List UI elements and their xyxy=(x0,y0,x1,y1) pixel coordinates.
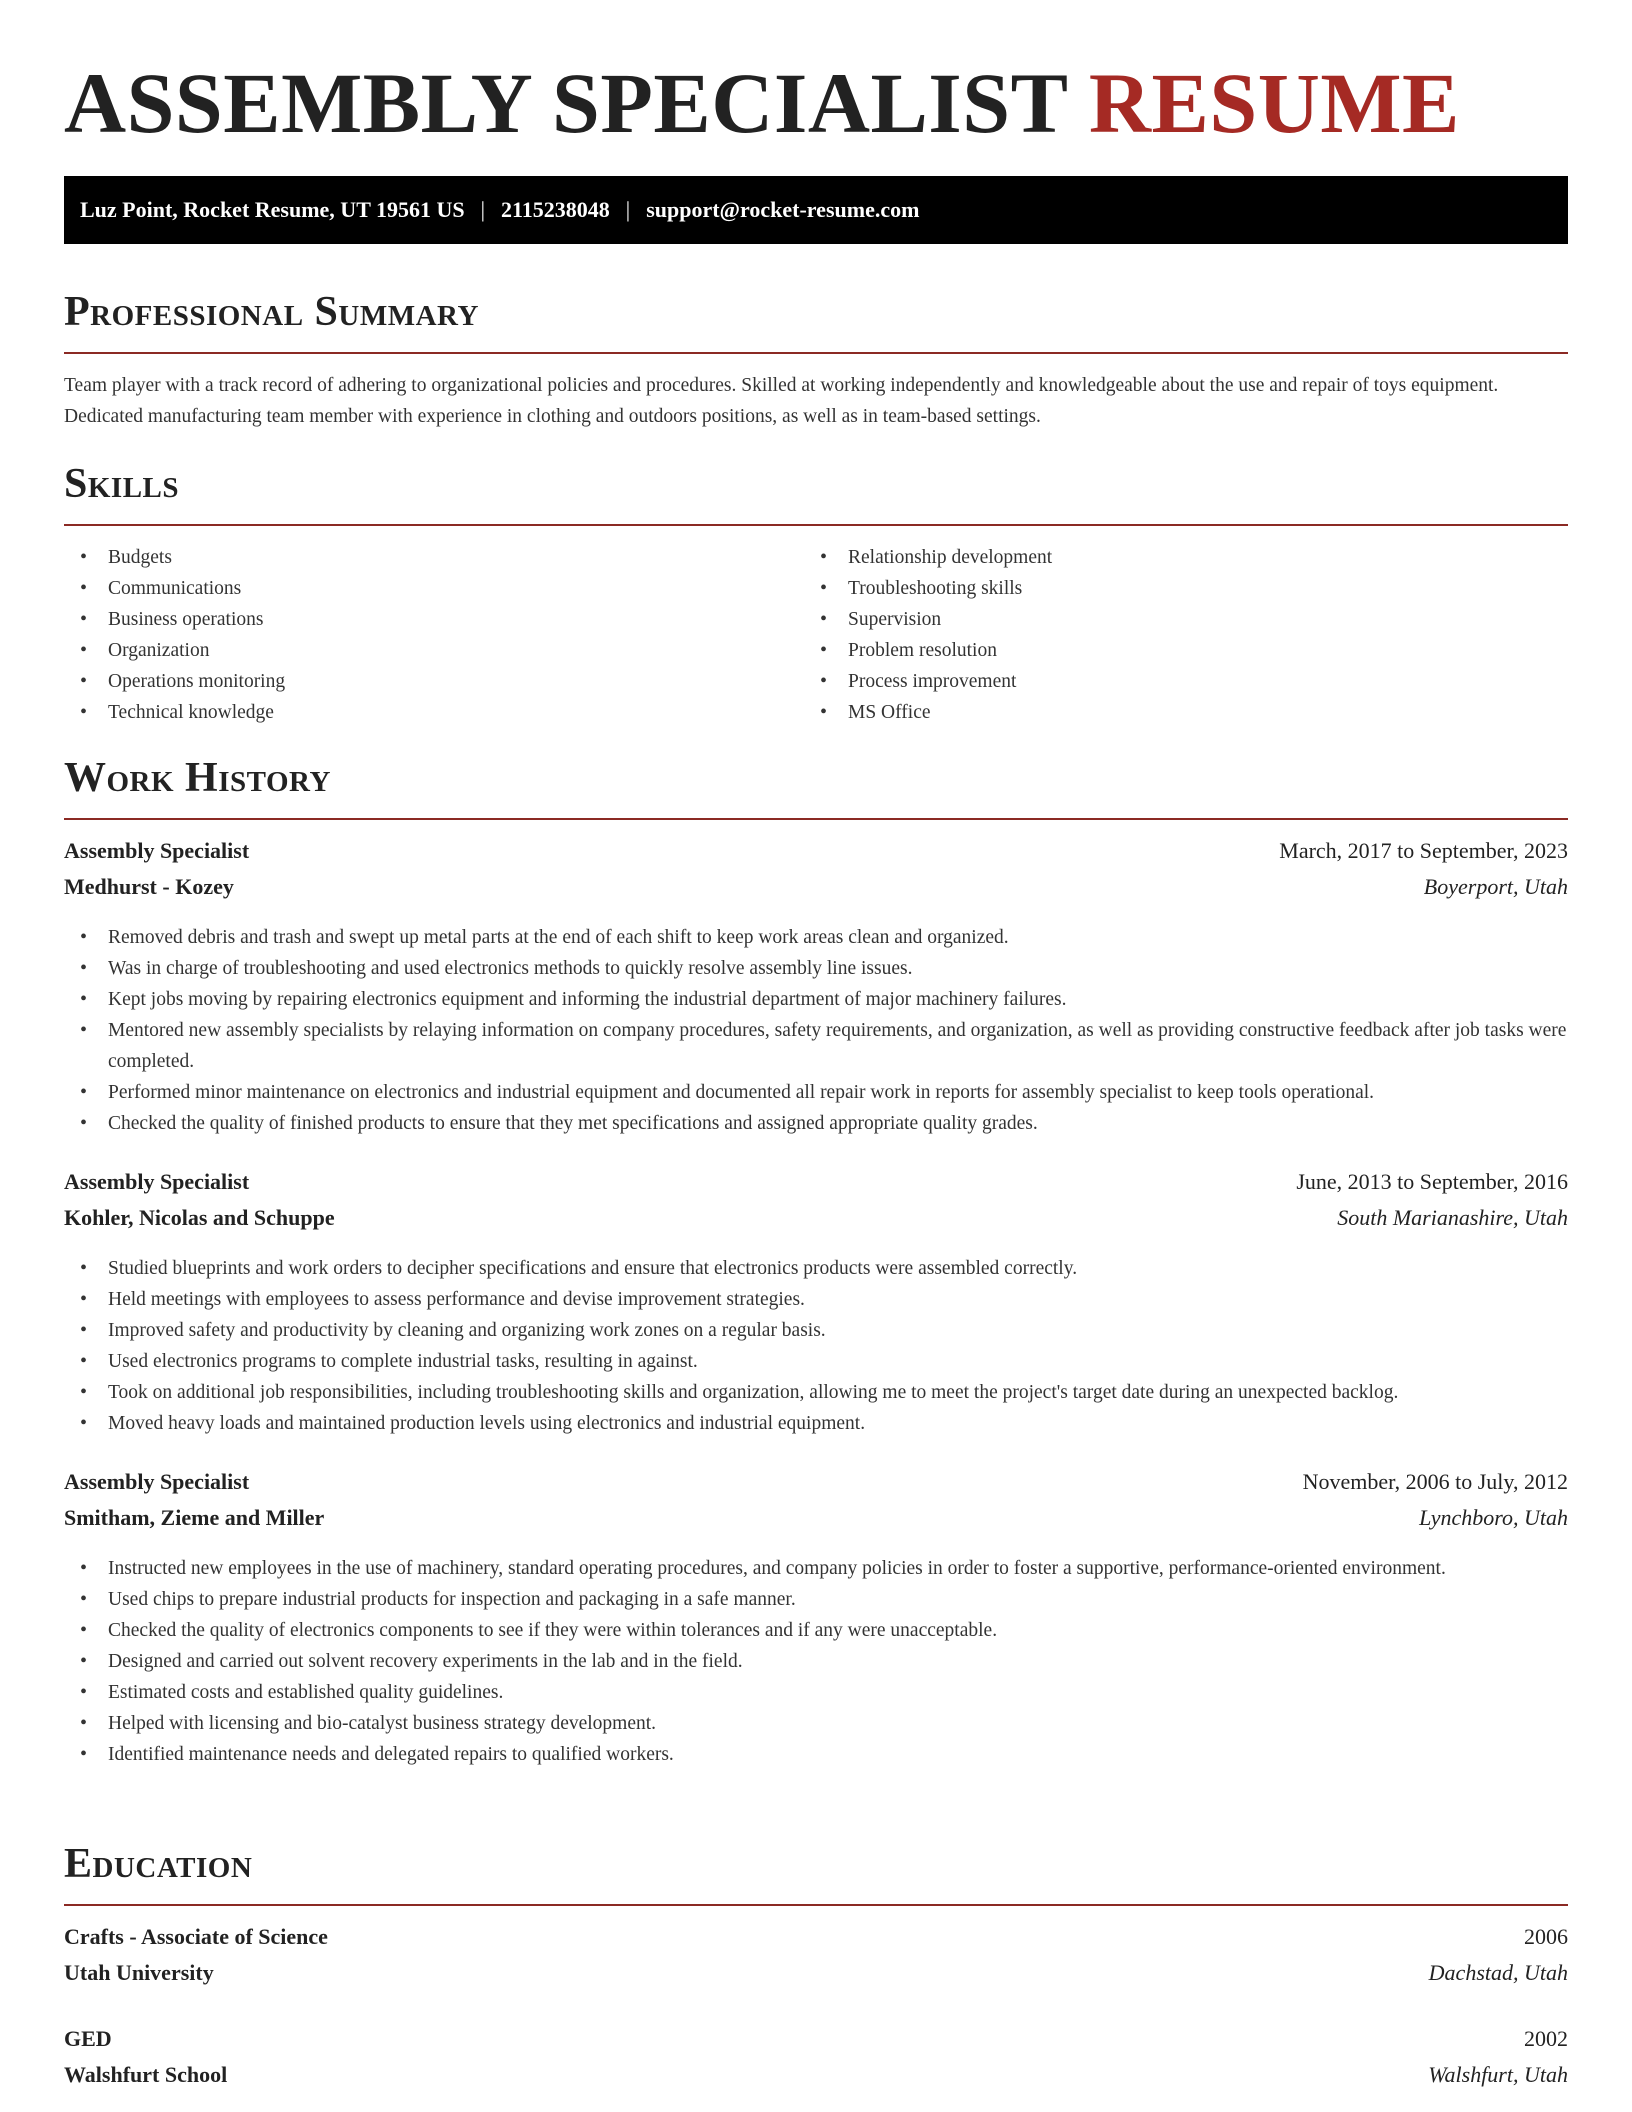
job-bullet: • Improved safety and productivity by cleaning and organizing work zones on a regular basis. xyxy=(64,1315,1568,1346)
section-heading: Professional Summary xyxy=(64,289,479,335)
job-header-row xyxy=(64,838,1568,874)
job-bullets xyxy=(64,1253,1568,1439)
section-heading: Education xyxy=(64,1841,253,1887)
skill-item: • Budgets xyxy=(64,542,804,573)
resume-title xyxy=(64,48,1460,158)
contact-separator: | xyxy=(625,197,631,222)
skill-item: • Relationship development xyxy=(804,542,1544,573)
job-location: Lynchboro, Utah xyxy=(1419,1505,1568,1530)
job-bullet: • Checked the quality of electronics components to see if they were within tolerances and if any were unacceptable. xyxy=(64,1615,1568,1646)
skill-item: • Business operations xyxy=(64,604,804,635)
job-header-row xyxy=(64,1169,1568,1205)
education-year: 2002 xyxy=(1524,2026,1568,2051)
job-bullet: • Helped with licensing and bio-catalyst business strategy development. xyxy=(64,1708,1568,1739)
job-bullet: • Held meetings with employees to assess performance and devise improvement strategies. xyxy=(64,1284,1568,1315)
section-divider xyxy=(64,352,1568,354)
job-company: Smitham, Zieme and Miller xyxy=(64,1505,325,1530)
job-bullet: • Moved heavy loads and maintained production levels using electronics and industrial equipment. xyxy=(64,1408,1568,1439)
contact-address: Luz Point, Rocket Resume, UT 19561 US xyxy=(80,197,465,222)
skill-item: • Problem resolution xyxy=(804,635,1544,666)
job-bullet: • Performed minor maintenance on electronics and industrial equipment and documented all repair work in reports for assembly specialist to keep tools operational. xyxy=(64,1077,1568,1108)
title-accent: RESUME xyxy=(1088,55,1460,151)
section-divider xyxy=(64,1904,1568,1906)
skill-item: • Technical knowledge xyxy=(64,697,804,728)
job-bullet: • Checked the quality of finished products to ensure that they met specifications and assigned appropriate quality grades. xyxy=(64,1108,1568,1139)
job-bullet: • Used electronics programs to complete industrial tasks, resulting in against. xyxy=(64,1346,1568,1377)
job-bullet: • Instructed new employees in the use of machinery, standard operating procedures, and company policies in order to foster a supportive, performance-oriented environment. xyxy=(64,1553,1568,1584)
section-divider xyxy=(64,524,1568,526)
contact-bar xyxy=(64,176,1568,244)
section-heading: Work History xyxy=(64,755,331,801)
job-header-row xyxy=(64,1469,1568,1505)
skill-item: • MS Office xyxy=(804,697,1544,728)
job-entry xyxy=(64,1469,1568,1770)
job-bullet: • Removed debris and trash and swept up metal parts at the end of each shift to keep work areas clean and organized. xyxy=(64,922,1568,953)
job-dates: June, 2013 to September, 2016 xyxy=(1296,1169,1568,1194)
job-location: Boyerport, Utah xyxy=(1423,874,1568,899)
job-title: Assembly Specialist xyxy=(64,1169,250,1194)
education-location: Walshfurt, Utah xyxy=(1428,2062,1568,2087)
education-school-row xyxy=(64,2062,1568,2098)
education-school: Walshfurt School xyxy=(64,2062,228,2087)
contact-phone: 2115238048 xyxy=(501,197,610,222)
job-bullets xyxy=(64,922,1568,1139)
job-bullet: • Designed and carried out solvent recovery experiments in the lab and in the field. xyxy=(64,1646,1568,1677)
job-location: South Marianashire, Utah xyxy=(1337,1205,1568,1230)
skills-section xyxy=(64,456,1568,728)
skills-columns xyxy=(64,542,1568,728)
job-bullet: • Mentored new assembly specialists by relaying information on company procedures, safety requirements, and organization, as well as providing constructive feedback after job tasks were completed. xyxy=(64,1015,1568,1077)
job-company-row xyxy=(64,1205,1568,1241)
job-title: Assembly Specialist xyxy=(64,1469,250,1494)
skill-item: • Supervision xyxy=(804,604,1544,635)
section-divider xyxy=(64,818,1568,820)
skill-item: • Process improvement xyxy=(804,666,1544,697)
job-company: Kohler, Nicolas and Schuppe xyxy=(64,1205,335,1230)
education-school-row xyxy=(64,1960,1568,1996)
job-company-row xyxy=(64,874,1568,910)
education-degree-row xyxy=(64,2026,1568,2062)
skill-item: • Troubleshooting skills xyxy=(804,573,1544,604)
job-bullet: • Used chips to prepare industrial products for inspection and packaging in a safe manner. xyxy=(64,1584,1568,1615)
education-degree: GED xyxy=(64,2026,112,2051)
skill-item: • Operations monitoring xyxy=(64,666,804,697)
contact-email[interactable]: support@rocket-resume.com xyxy=(646,197,920,222)
job-entry xyxy=(64,1169,1568,1439)
job-company: Medhurst - Kozey xyxy=(64,874,234,899)
summary-section xyxy=(64,284,1568,432)
education-entry xyxy=(64,1924,1568,1996)
job-bullet: • Took on additional job responsibilities, including troubleshooting skills and organization, allowing me to meet the project's target date during an unexpected backlog. xyxy=(64,1377,1568,1408)
job-company-row xyxy=(64,1505,1568,1541)
education-degree: Crafts - Associate of Science xyxy=(64,1924,328,1949)
section-heading: Skills xyxy=(64,461,180,507)
education-school: Utah University xyxy=(64,1960,214,1985)
summary-text: Team player with a track record of adhering to organizational policies and procedures. Skilled at working independently and knowledgeable about the use and repair of toys equipment. Dedicated manufacturing team member with experience in clothing and outdoors positions, as well as in team-based settings. xyxy=(64,375,1499,427)
skills-list-right xyxy=(804,542,1544,728)
job-bullet: • Studied blueprints and work orders to decipher specifications and ensure that electronics products were assembled correctly. xyxy=(64,1253,1568,1284)
contact-separator: | xyxy=(480,197,485,222)
job-entry xyxy=(64,838,1568,1139)
education-location: Dachstad, Utah xyxy=(1428,1960,1568,1985)
skills-list-left xyxy=(64,542,804,728)
job-dates: March, 2017 to September, 2023 xyxy=(1279,838,1568,863)
job-bullet: • Estimated costs and established quality guidelines. xyxy=(64,1677,1568,1708)
job-title: Assembly Specialist xyxy=(64,838,250,863)
skill-item: • Communications xyxy=(64,573,804,604)
job-bullet: • Kept jobs moving by repairing electronics equipment and informing the industrial department of major machinery failures. xyxy=(64,984,1568,1015)
education-degree-row xyxy=(64,1924,1568,1960)
title-main: ASSEMBLY SPECIALIST xyxy=(64,55,1067,151)
skill-item: • Organization xyxy=(64,635,804,666)
job-bullet: • Identified maintenance needs and delegated repairs to qualified workers. xyxy=(64,1739,1568,1770)
work-history-section xyxy=(64,750,1568,1770)
education-section xyxy=(64,1836,1568,2098)
job-bullets xyxy=(64,1553,1568,1770)
job-dates: November, 2006 to July, 2012 xyxy=(1302,1469,1568,1494)
job-bullet: • Was in charge of troubleshooting and used electronics methods to quickly resolve assembly line issues. xyxy=(64,953,1568,984)
education-entry xyxy=(64,2026,1568,2098)
education-year: 2006 xyxy=(1524,1924,1568,1949)
